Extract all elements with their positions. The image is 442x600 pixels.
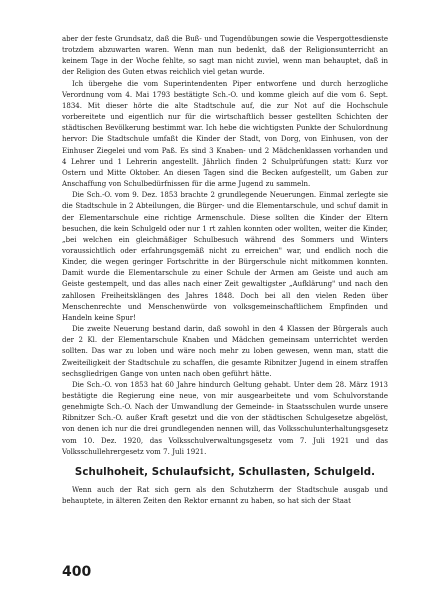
paragraph: Die zweite Neuerung bestand darin, daß sowohl in den 4 Klassen der Bürgerals auch der 2 Kl. der Elementarschule Knaben und Mädchen gemeinsam unterrichtet werden sollten. Das war zu loben und wäre noch mehr zu loben gewesen, wenn man, statt die Zweiteiligkeit der Stadtschule zu schaffen, die gesamte Ribnitzer Jugend in einem straffen sechsgliedrigen Gange von unten nach oben geführt hätte. bbox=[62, 325, 388, 378]
paragraph: Wenn auch der Rat sich gern als den Schutzherrn der Stadtschule ausgab und behauptete, in älteren Zeiten den Rektor ernannt zu haben, so hat sich der Staat bbox=[62, 485, 388, 506]
paragraph: Die Sch.-O. von 1853 hat 60 Jahre hindurch Geltung gehabt. Unter dem 28. März 1913 bestätigte die Regierung eine neue, von mir ausgearbeitete und vom Schulvorstande genehmigte Sch.-O. Nach der Umwandlung der Gemeinde- in Staatsschulen wurde unsere Ribnitzer Sch.-O. außer Kraft gesetzt und die von der städtischen Schulgesetze abgelöst, von denen ich nur die drei grundlegenden nennen will, das Volksschulunterhaltungsgesetz vom 10. Dez. 1920, das Volksschulverwaltungsgesetz vom 7. Juli 1921 und das Volksschullehrergesetz vom 7. Juli 1921. bbox=[62, 380, 388, 456]
section-heading: Schulhoheit, Schulaufsicht, Schullasten, Schulgeld. bbox=[74, 466, 376, 478]
body-text-lower bbox=[62, 485, 388, 507]
book-page bbox=[62, 34, 388, 507]
page-number: 400 bbox=[62, 564, 92, 580]
body-text-upper bbox=[62, 34, 388, 458]
paragraph: aber der feste Grundsatz, daß die Buß- und Tugendübungen sowie die Vespergottesdienste trotzdem abzuwarten waren. Wenn man nun bedenkt, daß der Religionsunterricht an keinem Tage in der Woche fehlte, so sagt man nicht zuviel, wenn man behauptet, daß in der Religion des Guten etwas reichlich viel getan wurde. bbox=[62, 35, 388, 77]
paragraph: Die Sch.-O. vom 9. Dez. 1853 brachte 2 grundlegende Neuerungen. Einmal zerlegte sie die Stadtschule in 2 Abteilungen, die Bürger- und die Elementarschule, und schuf damit in der Elementarschule eine richtige Armenschule. Diese sollten die Kinder der Eltern besuchen, die kein Schulgeld oder nur 1 rt zahlen konnten oder wollten, weiter die Kinder, „bei welchen ein gleichmäßiger Schulbesuch während des Sommers und Winters voraussichtlich oder erfahrungsgemäß nicht zu erreichen" war, und endlich noch die Kinder, die wegen geringer Fortschritte in der Bürgerschule nicht mitkommen konnten. Damit wurde die Elementarschule zu einer Schule der Armen am Geiste und auch am Geiste gestempelt, und das alles nach einer Zeit gewaltigster „Aufklärung" und nach den zahllosen Freiheitsklängen des Jahres 1848. Doch bei all den vielen Reden über Menschenrechte und Menschenwürde von volksgemeinschaftlichem Empfinden und Handeln keine Spur! bbox=[62, 191, 388, 322]
paragraph: Ich übergehe die vom Superintendenten Piper entworfene und durch herzogliche Verordnung vom 4. Mai 1793 bestätigte Sch.-O. und komme gleich auf die vom 6. Sept. 1834. Mit dieser hörte die alte Stadtschule auf, die zur Not auf die Hochschule vorbereitete und eigentlich nur für die wirtschaftlich besser gestellten Schichten der städtischen Bevölkerung bestimmt war. Ich hebe die wichtigsten Punkte der Schulordnung hervor: Die Stadtschule umfaßt die Kinder der Stadt, von Dorg, von Einhusen, von der Einhuser Ziegelei und vom Paß. Es sind 3 Knaben- und 2 Mädchenklassen vorhanden und 4 Lehrer und 1 Lehrerin angestellt. Jährlich finden 2 Schulprüfungen statt: Kurz vor Ostern und Mitte Oktober. An diesen Tagen sind die Becken aufgestellt, um Gaben zur Anschaffung von Schulbedürfnissen für die arme Jugend zu sammeln. bbox=[62, 79, 388, 189]
